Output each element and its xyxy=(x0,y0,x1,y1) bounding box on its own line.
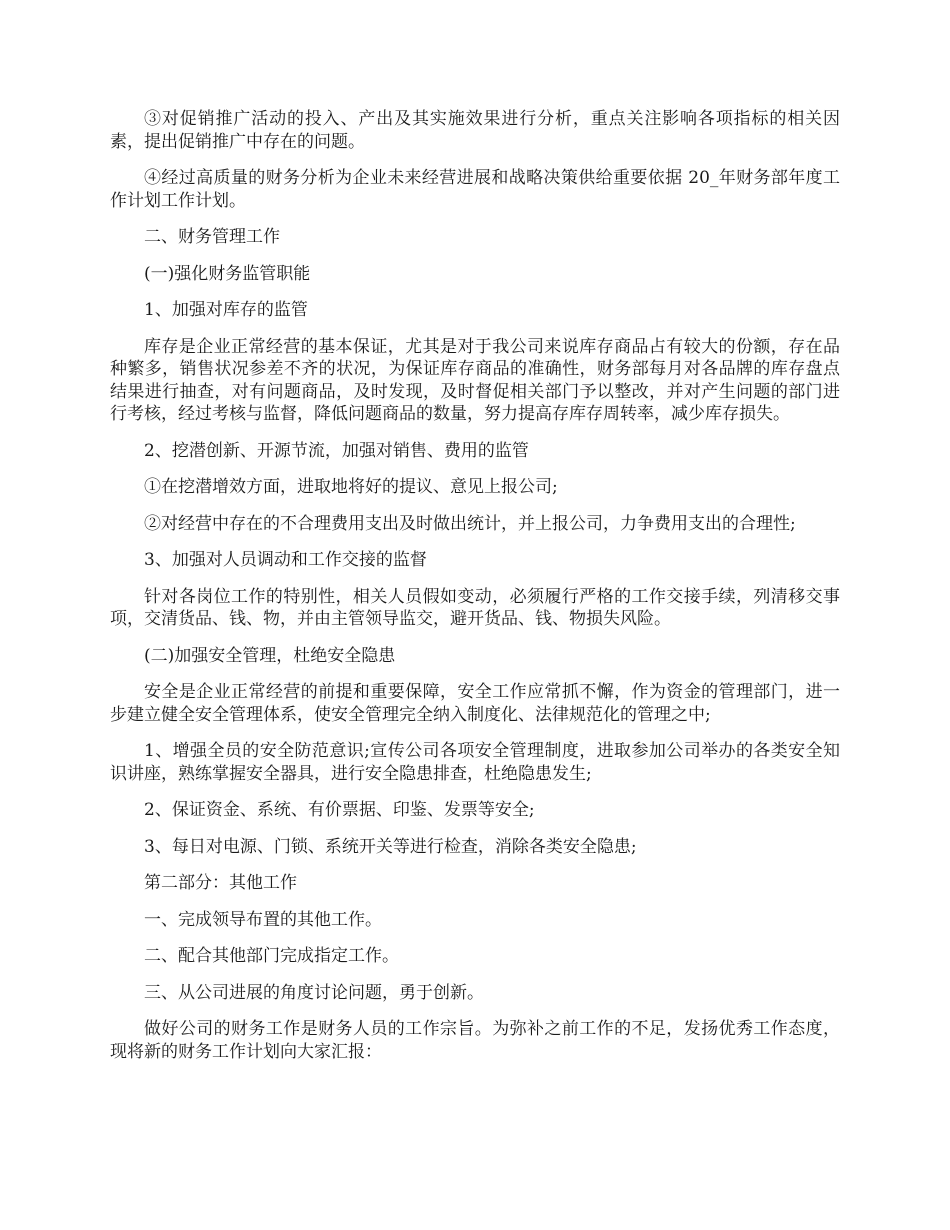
subsection-heading: (二)加强安全管理，杜绝安全隐患 xyxy=(144,645,396,666)
section-heading: 第二部分：其他工作 xyxy=(144,873,297,893)
paragraph: 二、配合其他部门完成指定工作。 xyxy=(144,946,399,966)
paragraph: 1、增强全员的安全防范意识;宣传公司各项安全管理制度，进取参加公司举办的各类安全知识讲座，熟练掌握安全器具，进行安全隐患排查，杜绝隐患发生; xyxy=(110,741,840,784)
paragraph: 安全是企业正常经营的前提和重要保障，安全工作应常抓不懈，作为资金的管理部门，进一步建立健全安全管理体系，使安全管理完全纳入制度化、法律规范化的管理之中; xyxy=(110,682,840,725)
paragraph: ③对促销推广活动的投入、产出及其实施效果进行分析，重点关注影响各项指标的相关因素，提出促销推广中存在的问题。 xyxy=(110,109,840,152)
paragraph: ④经过高质量的财务分析为企业未来经营进展和战略决策供给重要依据 20_年财务部年度工作计划工作计划。 xyxy=(110,168,840,211)
document-page xyxy=(110,108,840,1077)
paragraph: 库存是企业正常经营的基本保证，尤其是对于我公司来说库存商品占有较大的份额，存在品种繁多，销售状况参差不齐的状况，为保证库存商品的准确性，财务部每月对各品牌的库存盘点结果进行抽查，对有问题商品，及时发现，及时督促相关部门予以整改，并对产生问题的部门进行考核，经过考核与监督，降低问题商品的数量，努力提高存库存周转率，减少库存损失。 xyxy=(110,336,840,424)
paragraph: 针对各岗位工作的特别性，相关人员假如变动，必须履行严格的工作交接手续，列清移交事项，交清货品、钱、物，并由主管领导监交，避开货品、钱、物损失风险。 xyxy=(110,586,840,629)
item-heading: 1、加强对库存的监管 xyxy=(144,300,308,320)
subsection-heading: (一)强化财务监管职能 xyxy=(144,263,311,284)
item-heading: 2、挖潜创新、开源节流，加强对销售、费用的监管 xyxy=(144,440,529,461)
paragraph: 3、每日对电源、门锁、系统开关等进行检查，消除各类安全隐患; xyxy=(144,836,637,857)
paragraph: ②对经营中存在的不合理费用支出及时做出统计，并上报公司，力争费用支出的合理性; xyxy=(144,513,796,534)
paragraph: 做好公司的财务工作是财务人员的工作宗旨。为弥补之前工作的不足，发扬优秀工作态度，现将新的财务工作计划向大家汇报： xyxy=(110,1019,840,1062)
paragraph: 一、完成领导布置的其他工作。 xyxy=(144,909,382,930)
item-heading: 3、加强对人员调动和工作交接的监督 xyxy=(144,550,427,570)
paragraph: 2、保证资金、系统、有价票据、印鉴、发票等安全; xyxy=(144,800,535,820)
paragraph: 三、从公司进展的角度讨论问题，勇于创新。 xyxy=(144,982,484,1003)
paragraph: ①在挖潜增效方面，进取地将好的提议、意见上报公司; xyxy=(144,477,558,497)
section-heading: 二、财务管理工作 xyxy=(144,227,280,247)
